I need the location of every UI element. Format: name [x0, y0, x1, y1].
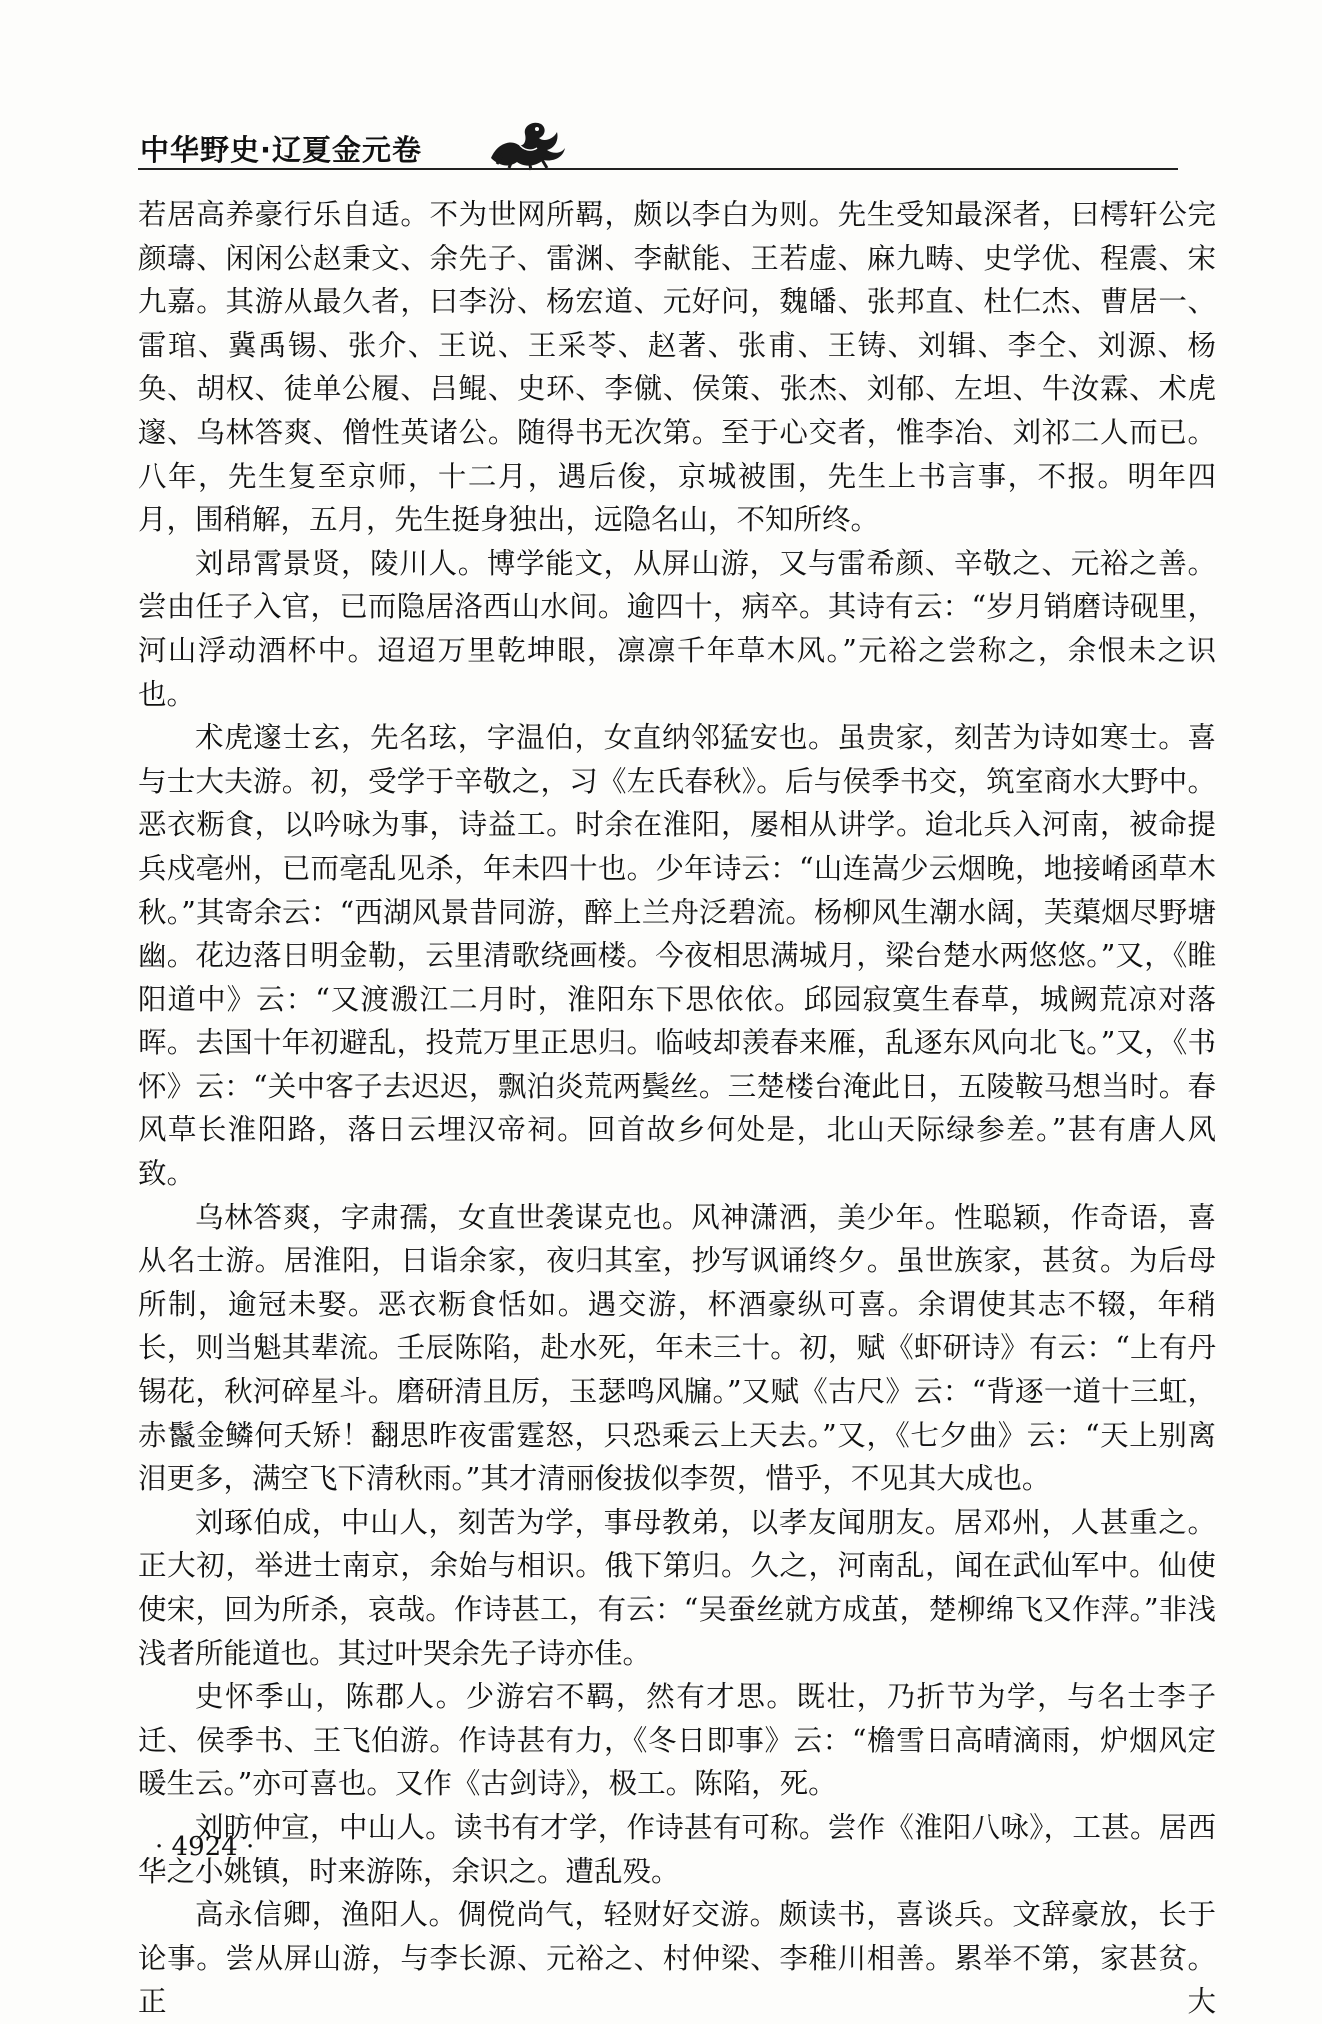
page-number: · 4924 ·: [155, 1832, 255, 1862]
paragraph: 术虎邃士玄，先名玹，字温伯，女直纳邻猛安也。虽贵家，刻苦为诗如寒士。喜与士大夫游。初，受学于辛敬之，习《左氏春秋》。后与侯季书交，筑室商水大野中。恶衣粝食，以吟咏为事，诗益工。时余在淮阳，屡相从讲学。迨北兵入河南，被命提兵戍亳州，已而亳乱见杀，年未四十也。少年诗云：“山连嵩少云烟晚，地接崤函草木秋。”其寄余云：“西湖风景昔同游，醉上兰舟泛碧流。杨柳风生潮水阔，芙蕖烟尽野塘幽。花边落日明金勒，云里清歌绕画楼。今夜相思满城月，梁台楚水两悠悠。”又，《睢阳道中》云：“又渡溵江二月时，淮阳东下思依依。邱园寂寞生春草，城阙荒凉对落晖。去国十年初避乱，投荒万里正思归。临岐却羡春来雁，乱逐东风向北飞。”又，《书怀》云：“关中客子去迟迟，飘泊炎荒两鬓丝。三楚楼台淹此日，五陵鞍马想当时。春风草长淮阳路，落日云埋汉帝祠。回首故乡何处是，北山天际绿参差。”甚有唐人风致。: [138, 721, 1216, 1191]
paragraph: 史怀季山，陈郡人。少游宕不羁，然有才思。既壮，乃折节为学，与名士李子迁、侯季书、王飞伯游。作诗甚有力，《冬日即事》云：“檐雪日高晴滴雨，炉烟风定暖生云。”亦可喜也。又作《古剑诗》，极工。陈陷，死。: [138, 1680, 1216, 1801]
paragraph: 刘昉仲宣，中山人。读书有才学，作诗甚有可称。尝作《淮阳八咏》，工甚。居西华之小姚镇，时来游陈，余识之。遭乱殁。: [138, 1810, 1216, 1888]
page-header: [138, 118, 1178, 174]
body-text: [138, 193, 1216, 2024]
paragraph: 若居高养豪行乐自适。不为世网所羁，颇以李白为则。先生受知最深者，曰樗轩公完颜璹、闲闲公赵秉文、余先子、雷渊、李献能、王若虚、麻九畴、史学优、程震、宋九嘉。其游从最久者，曰李汾、杨宏道、元好问，魏皤、张邦直、杜仁杰、曹居一、雷琯、冀禹锡、张介、王说、王采苓、赵著、张甫、王铸、刘辑、李仝、刘源、杨奂、胡权、徒单公履、吕鲲、史环、李僦、侯策、张杰、刘郁、左坦、牛汝霖、术虎邃、乌林答爽、僧性英诸公。随得书无次第。至于心交者，惟李冶、刘祁二人而已。八年，先生复至京师，十二月，遇后俊，京城被围，先生上书言事，不报。明年四月，围稍解，五月，先生挺身独出，远隐名山，不知所终。: [138, 198, 1216, 537]
header-rule: [138, 168, 1178, 170]
running-title: 中华野史·辽夏金元卷: [140, 133, 423, 167]
dragon-emblem-icon: [483, 114, 569, 172]
paragraph: 刘昂霄景贤，陵川人。博学能文，从屏山游，又与雷希颜、辛敬之、元裕之善。尝由任子入官，已而隐居洛西山水间。逾四十，病卒。其诗有云：“岁月销磨诗砚里，河山浮动酒杯中。迢迢万里乾坤眼，凛凛千年草木风。”元裕之尝称之，余恨未之识也。: [138, 546, 1216, 711]
paragraph: 乌林答爽，字肃孺，女直世袭谋克也。风神潇洒，美少年。性聪颖，作奇语，喜从名士游。居淮阳，日诣余家，夜归其室，抄写讽诵终夕。虽世族家，甚贫。为后母所制，逾冠未娶。恶衣粝食恬如。遇交游，杯酒豪纵可喜。余谓使其志不辍，年稍长，则当魁其辈流。壬辰陈陷，赴水死，年未三十。初，赋《虾研诗》有云：“上有丹锡花，秋河碎星斗。磨研清且厉，玉瑟鸣风牖。”又赋《古尺》云：“背逐一道十三虹，赤鬣金鳞何夭矫！翻思昨夜雷霆怒，只恐乘云上天去。”又，《七夕曲》云：“天上别离泪更多，满空飞下清秋雨。”其才清丽俊拔似李贺，惜乎，不见其大成也。: [138, 1200, 1216, 1496]
paragraph: 高永信卿，渔阳人。倜傥尚气，轻财好交游。颇读书，喜谈兵。文辞豪放，长于论事。尝从屏山游，与李长源、元裕之、村仲梁、李稚川相善。累举不第，家甚贫。正大: [138, 1898, 1216, 2019]
paragraph: 刘琢伯成，中山人，刻苦为学，事母教弟，以孝友闻朋友。居邓州，人甚重之。正大初，举进士南京，余始与相识。俄下第归。久之，河南乱，闻在武仙军中。仙使使宋，回为所杀，哀哉。作诗甚工，有云：“吴蚕丝就方成茧，楚柳绵飞又作萍。”非浅浅者所能道也。其过叶哭余先子诗亦佳。: [138, 1505, 1216, 1670]
